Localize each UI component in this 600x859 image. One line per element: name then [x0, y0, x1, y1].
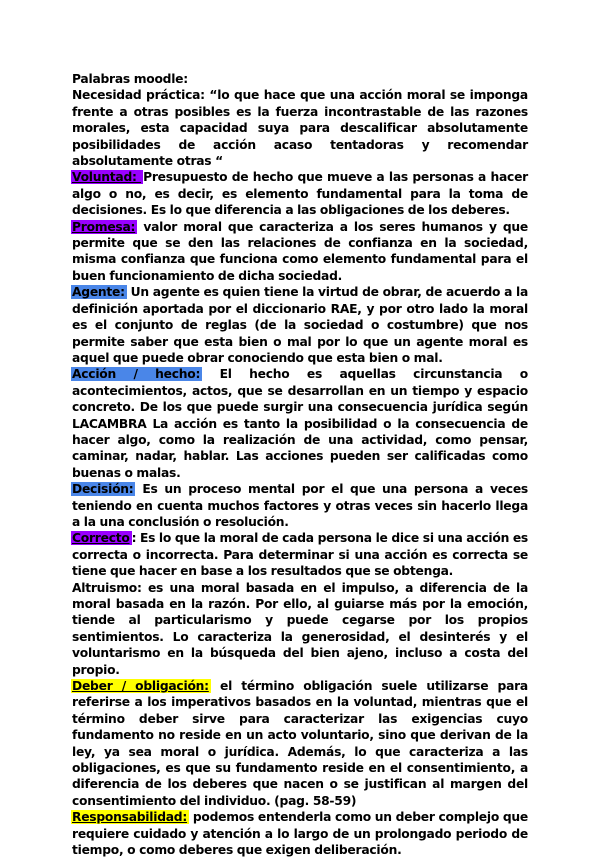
term-label: Responsabilidad: — [72, 810, 188, 825]
term-definition: El hecho es aquellas circunstancia o acontecimientos, actos, que se desarrollan en un tiempo y espacio concreto. De los que puede surgir una consecuencia jurídica según LACAMBRA La acción es tanto la posibilidad o la consecuencia de hacer algo, como la realización de una actividad, como pensar, caminar, nadar, hablar. Las acciones pueden ser calificadas como buenas o malas. — [72, 367, 528, 480]
term-definition: Presupuesto de hecho que mueve a las personas a hacer algo o no, es decir, es elemento fundamental para la toma de decisiones. Es lo que diferencia a las obligaciones de los deberes. — [72, 170, 528, 218]
entry-correcto — [72, 530, 528, 579]
term-definition: es una moral basada en el impulso, a diferencia de la moral basada en la razón. Por ello, al guiarse más por la emoción, tiende al particularismo y puede cegarse por los propios sentimientos. Lo caracteriza la generosidad, el desinterés y el voluntarismo en la búsqueda del bien ajeno, incluso a costa del propio. — [72, 580, 528, 677]
term-definition: el término obligación suele utilizarse para referirse a los imperativos basados en la voluntad, mientras que el término deber sirve para caracterizar las exigencias cuyo fundamento no reside en un acto voluntario, sino que derivan de la ley, ya sea moral o jurídica. Además, lo que caracteriza a las obligaciones, es que su fundamento reside en el consentimiento, a diferencia de los deberes que nacen o se justifican al margen del consentimiento del individuo. (pag. 58-59) — [72, 679, 528, 808]
entry-voluntad — [72, 169, 528, 218]
term-label: Voluntad: — [72, 170, 142, 185]
entry-altruismo — [72, 580, 528, 678]
entry-deber-obligacion — [72, 678, 528, 809]
term-definition: “lo que hace que una acción moral se imponga frente a otras posibles es la fuerza incontrastable de las razones morales, esta capacidad suya para descalificar absolutamente posibilidades de acción acaso tentadoras y recomendar absolutamente otras “ — [72, 88, 528, 169]
term-definition: : Es lo que la moral de cada persona le dice si una acción es correcta o incorrecta. Para determinar si una acción es correcta se tiene que hacer en base a los resultados que se obtenga. — [72, 531, 528, 579]
term-definition: Es un proceso mental por el que una persona a veces teniendo en cuenta muchos factores y otras veces sin hacerlo llega a la una conclusión o resolución. — [72, 482, 528, 529]
term-label: Altruismo: — [72, 580, 142, 595]
term-label: Correcto — [72, 531, 130, 546]
entry-necesidad-practica — [72, 87, 528, 169]
entry-responsabilidad — [72, 809, 528, 858]
term-label: Acción / hecho: — [72, 367, 201, 382]
entry-accion-hecho — [72, 366, 528, 481]
document-body — [72, 71, 528, 859]
term-label: Agente: — [72, 285, 125, 300]
term-definition: valor moral que caracteriza a los seres humanos y que permite que se den las relaciones de confianza en la sociedad, misma confianza que funciona como elemento fundamental para el buen funcionamiento de dicha sociedad. — [72, 219, 528, 283]
term-label: Decisión: — [72, 482, 134, 497]
entry-agente — [72, 284, 528, 366]
term-label: Deber / obligación: — [72, 679, 209, 694]
term-definition: podemos entenderla como un deber complejo que requiere cuidado y atención a lo largo de un prolongado periodo de tiempo, o como deberes que exigen deliberación. — [72, 810, 528, 858]
document-heading: Palabras moodle: — [72, 72, 188, 86]
entry-promesa — [72, 219, 528, 285]
term-definition: Un agente es quien tiene la virtud de obrar, de acuerdo a la definición aportada por el diccionario RAE, y por otro lado la moral es el conjunto de reglas (de la sociedad o costumbre) que nos permite saber que esta bien o mal por lo que un agente moral es aquel que puede obrar conociendo que esta bien o mal. — [72, 285, 528, 365]
term-label: Promesa: — [72, 219, 136, 234]
term-label: Necesidad práctica: — [72, 88, 205, 103]
entry-decision — [72, 481, 528, 530]
